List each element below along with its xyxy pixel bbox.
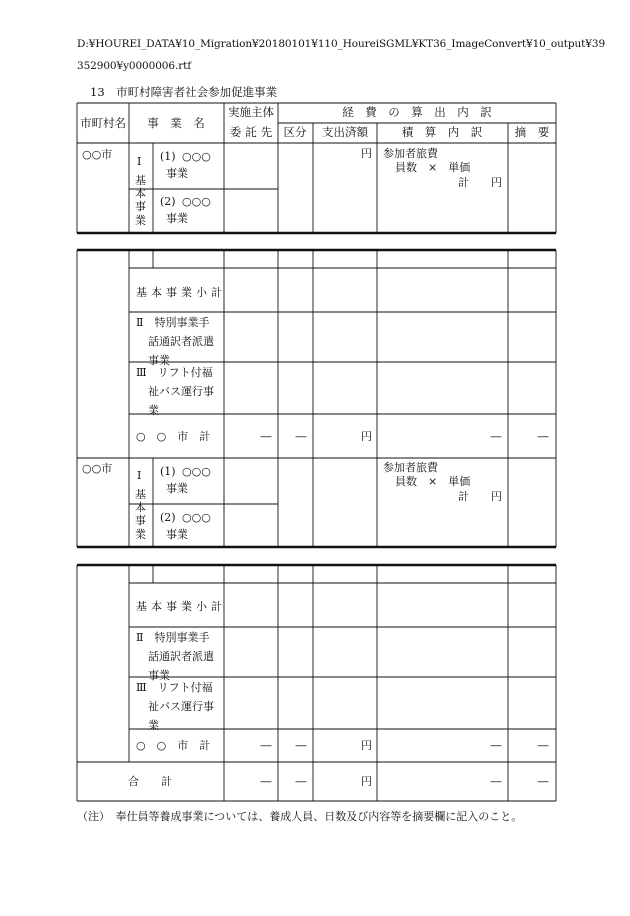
section2-breakdown-line1: 参加者旅費 (383, 461, 438, 474)
section1-basic-char: 基 (135, 174, 146, 187)
section1-yen-unit: 円 (361, 147, 372, 160)
section1-total-yen: 円 (361, 430, 372, 443)
section2-basic-char: 基 (135, 488, 146, 501)
header-municipality: 市町村名 (80, 116, 126, 130)
header-implementer-line2: 委託先 (229, 125, 277, 139)
section1-special-line1: Ⅱ 特別事業手 (136, 316, 210, 329)
section1-basic-char: 事 (135, 200, 146, 214)
section2-item2-number: (2) (160, 511, 176, 524)
section1-dash-implementer: ― (260, 430, 272, 443)
section1-item2-name: ○○○ (182, 195, 211, 208)
section2-breakdown-line2: 員数 × 単価 (395, 475, 471, 488)
section1-basic-label: Ⅰ (137, 155, 142, 168)
section1-item2-number: (2) (160, 195, 176, 208)
section1-item1-name: ○○○ (182, 150, 211, 163)
header-category: 区分 (283, 125, 307, 139)
section1-lift-project (136, 363, 214, 420)
grand-total-dash-category: ― (295, 775, 307, 788)
section2-subtotal-label: 基本事業小計 (136, 600, 226, 613)
section2-item2-name: ○○○ (182, 511, 211, 524)
section1-special-line3: 事業 (148, 354, 170, 367)
section2-municipality: ○○市 (82, 462, 113, 475)
section2-special-line2: 話通訳者派遣 (148, 650, 214, 663)
section2-item1-name: ○○○ (182, 465, 211, 478)
section1-lift-line3: 業 (148, 404, 159, 417)
header-project-name: 事 業 名 (147, 116, 205, 130)
section1-basic-char: 本 (135, 187, 146, 201)
section2-total-yen: 円 (361, 739, 372, 752)
header-expense-group: 経 費 の 算 出 内 訳 (342, 105, 492, 119)
grand-total-yen: 円 (361, 775, 372, 788)
section2-special-line3: 事業 (148, 669, 170, 682)
section1-subtotal-label: 基本事業小計 (136, 286, 226, 299)
section2-lift-line1: Ⅲ リフト付福 (136, 681, 213, 694)
section1-special-line2: 話通訳者派遣 (148, 335, 214, 348)
section1-item1-suffix: 事業 (166, 167, 188, 180)
section1-item2-suffix: 事業 (166, 212, 188, 225)
header-expenditure: 支出済額 (322, 125, 368, 139)
section2-basic-char: 事 (135, 514, 146, 528)
section1-dash-remarks: ― (537, 430, 549, 443)
section2-lift-line3: 業 (148, 719, 159, 732)
section2-breakdown-line3: 計 円 (458, 490, 502, 503)
section2-lift-project (136, 678, 214, 735)
section2-dash-breakdown: ― (490, 739, 502, 752)
section2-special-project (136, 628, 214, 685)
section2-item1-suffix: 事業 (166, 482, 188, 495)
section2-basic-label: Ⅰ (137, 469, 142, 482)
section2-special-line1: Ⅱ 特別事業手 (136, 631, 210, 644)
grand-total-label: 合 計 (128, 775, 172, 788)
section2-basic-char: 本 (135, 501, 146, 515)
section1-lift-line1: Ⅲ リフト付福 (136, 366, 213, 379)
section2-dash-implementer: ― (260, 739, 272, 752)
section2-dash-remarks: ― (537, 739, 549, 752)
grand-total-dash-implementer: ― (260, 775, 272, 788)
section2-basic-char: 業 (135, 527, 146, 541)
file-path-line1: D:¥HOUREI_DATA¥10_Migration¥20180101¥110_HoureiSGML¥KT36_ImageConvert¥10_output¥39 (77, 38, 606, 50)
section2-item1-number: (1) (160, 465, 176, 478)
section1-special-project (136, 313, 214, 370)
grand-total-dash-remarks: ― (537, 775, 549, 788)
section2-city-total-label: ○ ○ 市 計 (136, 739, 211, 752)
section1-item1-number: (1) (160, 150, 176, 163)
section1-basic-vertical (135, 174, 146, 227)
header-breakdown: 積 算 内 訳 (401, 125, 483, 139)
section1-city-total-label: ○ ○ 市 計 (136, 430, 211, 443)
section1-breakdown-line2: 員数 × 単価 (395, 161, 471, 174)
section2-dash-category: ― (295, 739, 307, 752)
table-title: 13 市町村障害者社会参加促進事業 (90, 85, 278, 99)
section1-municipality: ○○市 (82, 148, 113, 161)
section2-basic-vertical (135, 488, 146, 541)
footnote: （注） 奉仕員等養成事業については、養成人員、日数及び内容等を摘要欄に記入のこと。 (77, 810, 523, 823)
section1-breakdown-line1: 参加者旅費 (383, 147, 438, 160)
section1-lift-line2: 祉バス運行事 (148, 385, 214, 398)
section1-breakdown-line3: 計 円 (458, 176, 502, 189)
section2-lift-line2: 祉バス運行事 (148, 700, 214, 713)
header-implementer-line1: 実施主体 (228, 105, 274, 119)
grand-total-dash-breakdown: ― (490, 775, 502, 788)
section1-dash-breakdown: ― (490, 430, 502, 443)
header-remarks: 摘 要 (514, 125, 550, 139)
section2-item2-suffix: 事業 (166, 528, 188, 541)
section1-basic-char: 業 (135, 213, 146, 227)
section1-dash-category: ― (295, 430, 307, 443)
file-path-line2: 352900¥y0000006.rtf (77, 60, 192, 72)
